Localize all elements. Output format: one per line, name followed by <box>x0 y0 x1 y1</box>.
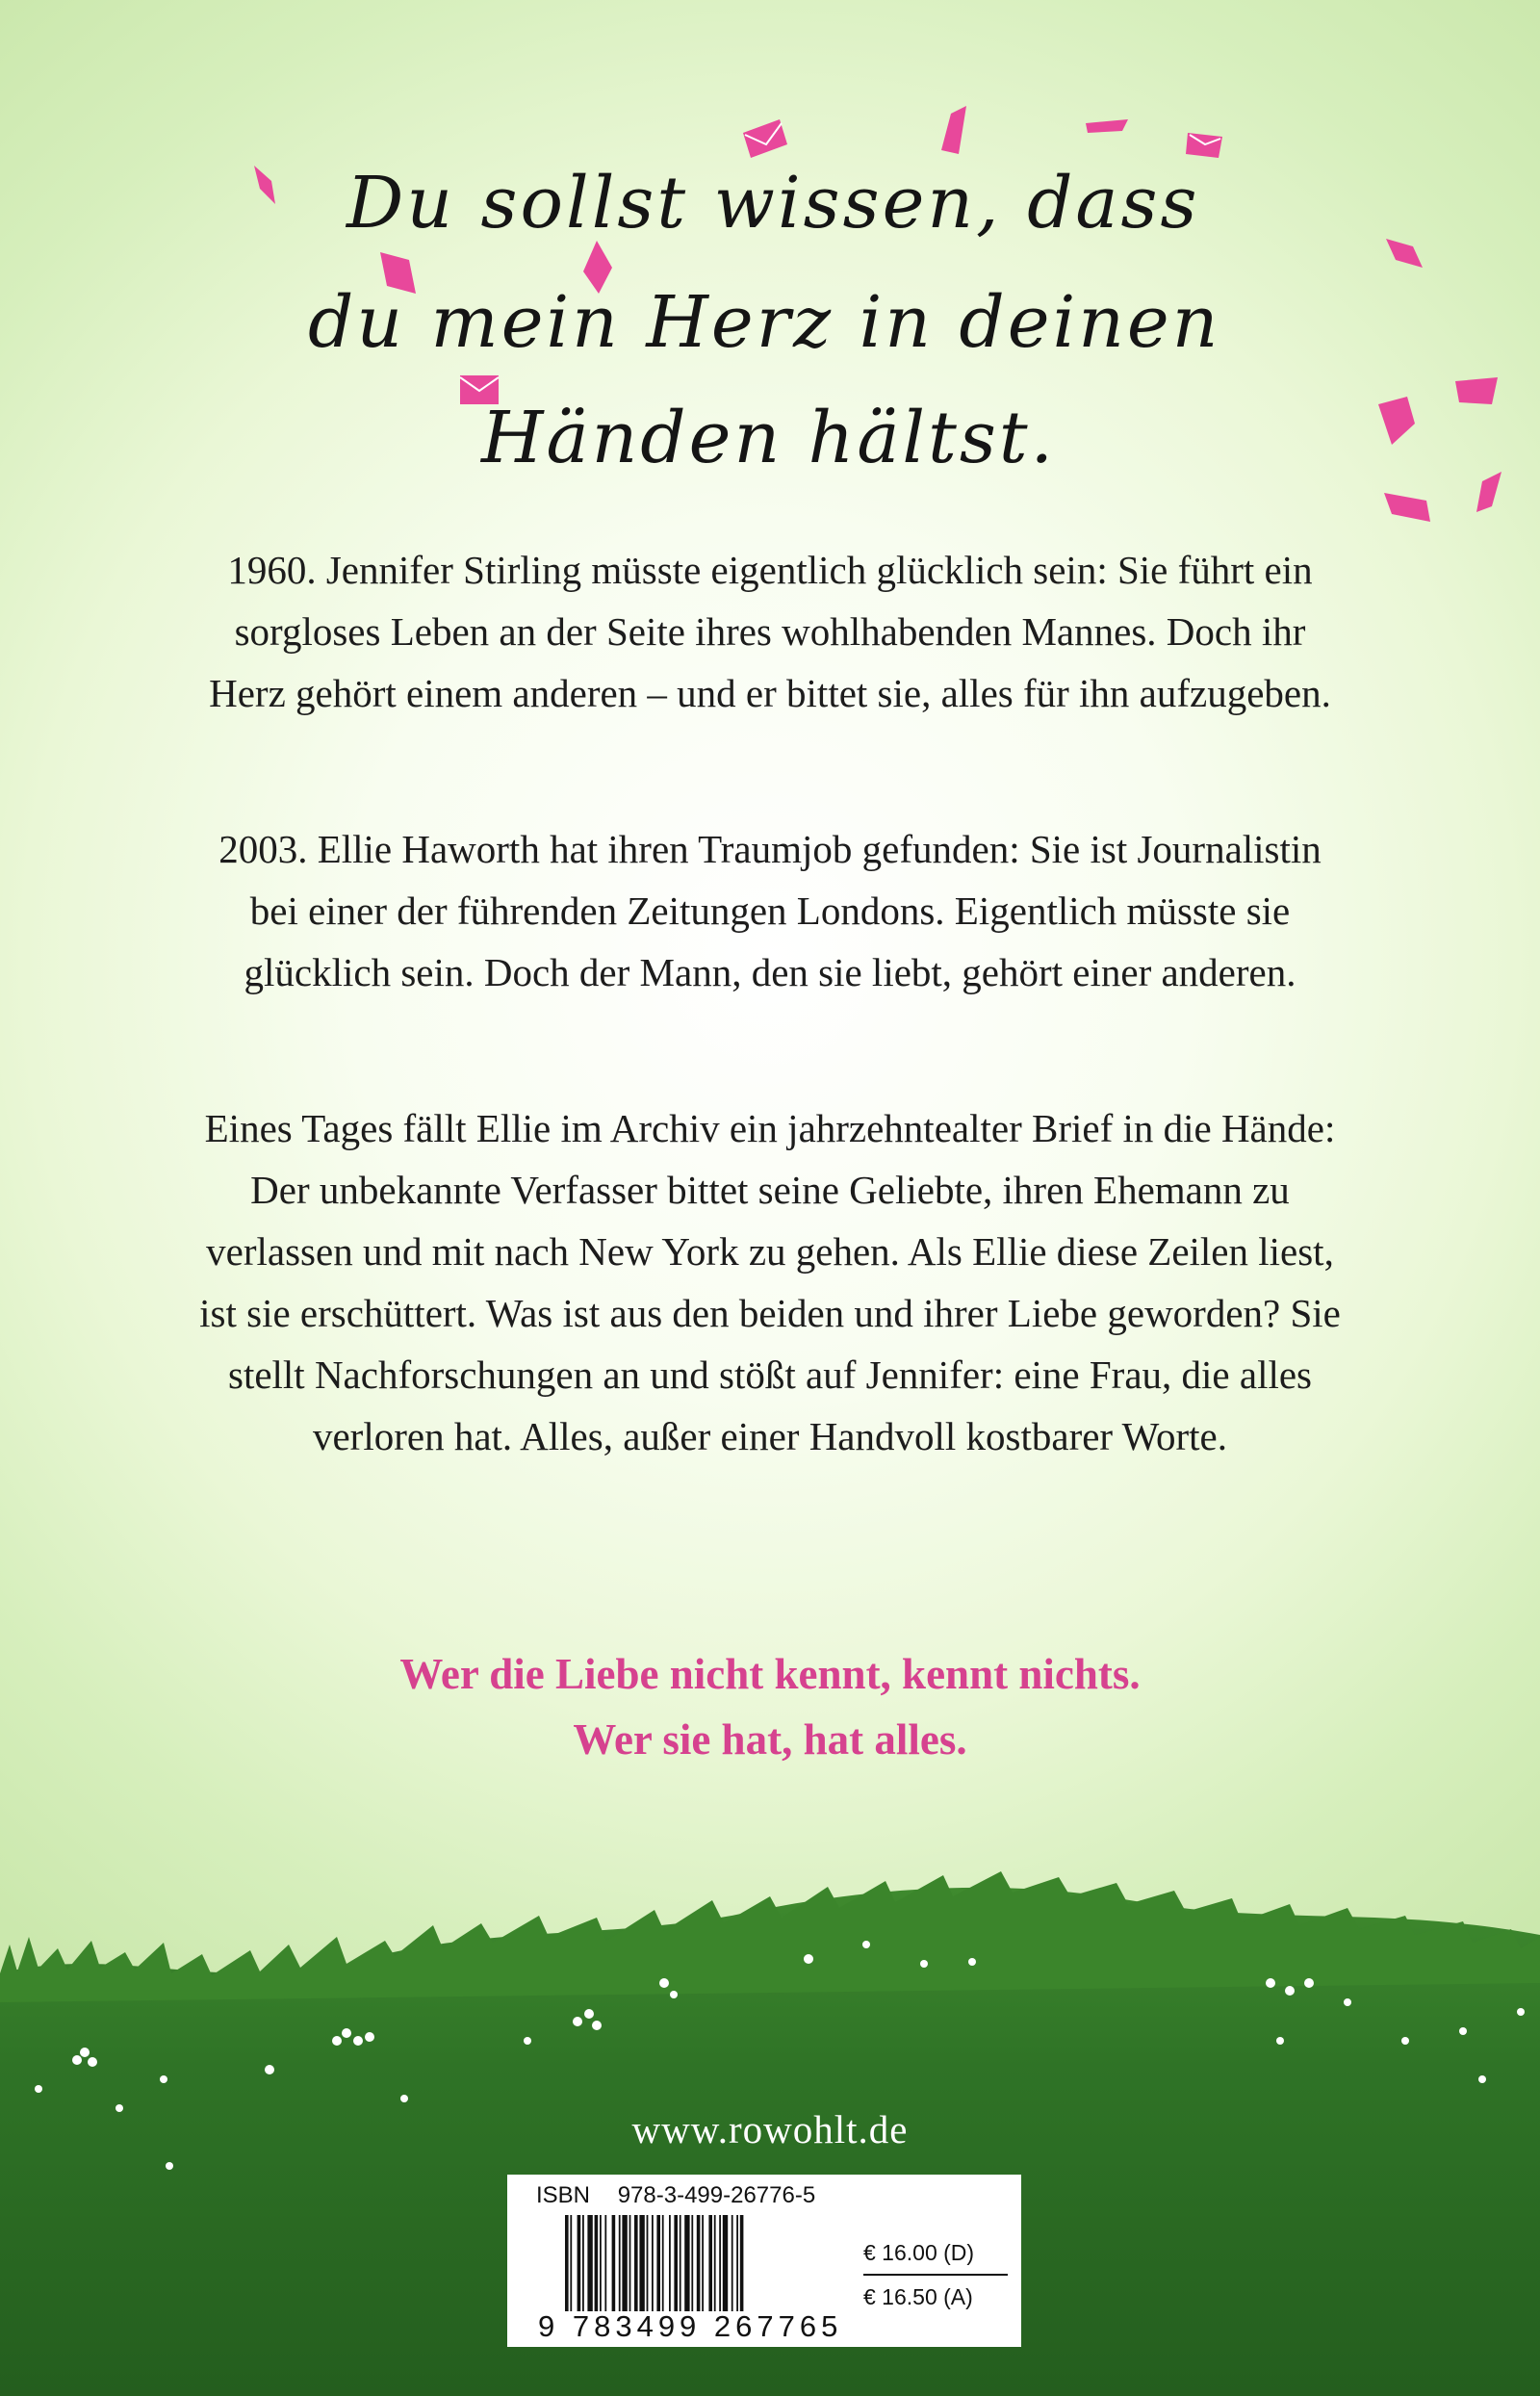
ean-barcode <box>565 2215 854 2311</box>
tagline-line: du mein Herz in deinen <box>308 281 1221 364</box>
barcode-bar <box>674 2215 678 2311</box>
barcode-bar <box>582 2215 584 2311</box>
blurb-paragraph: Eines Tages fällt Ellie im Archiv ein jahrzehntealter Brief in die Hände: Der unbekannte Verfasser bittet seine Geliebte, ihren Ehemann zu verlassen und mit nach New York zu gehen. Als Ellie diese Zeilen liest, ist sie erschüttert. Was ist aus den beiden und ihrer Liebe geworden? Sie stellt Nachforschungen an und stößt auf Jennifer: eine Frau, die alles verloren hat. Alles, außer einer Handvoll kostbarer Worte. <box>199 1106 1341 1458</box>
barcode-bar <box>708 2215 712 2311</box>
barcode-bar <box>612 2215 616 2311</box>
barcode-bar <box>604 2215 606 2311</box>
slogan-line: Wer die Liebe nicht kennt, kennt nichts. <box>399 1650 1141 1698</box>
barcode-digits: 9 783499 267765 <box>538 2309 843 2343</box>
petal-icon <box>1086 119 1128 133</box>
petal-icon <box>941 106 966 154</box>
barcode-bar <box>740 2215 744 2311</box>
barcode-bar <box>656 2215 660 2311</box>
blurb-paragraph: 2003. Ellie Haworth hat ihren Traumjob gefunden: Sie ist Journalistin bei einer der führenden Zeitungen Londons. Eigentlich müsste sie glücklich sein. Doch der Mann, den sie liebt, gehört einer anderen. <box>218 827 1322 994</box>
barcode-bar <box>565 2215 569 2311</box>
barcode-bar <box>619 2215 621 2311</box>
barcode-bar <box>570 2215 572 2311</box>
isbn-label: ISBN <box>536 2182 591 2208</box>
isbn-number: 978-3-499-26776-5 <box>617 2182 816 2208</box>
price-divider <box>863 2274 1008 2276</box>
barcode-bar <box>697 2215 701 2311</box>
price-austria: € 16.50 (A) <box>863 2284 973 2309</box>
barcode-bar <box>732 2215 733 2311</box>
barcode-bar <box>595 2215 599 2311</box>
barcode-bar <box>723 2215 728 2311</box>
barcode-bar <box>662 2215 664 2311</box>
barcode-bar <box>691 2215 693 2311</box>
barcode-bar <box>639 2215 644 2311</box>
slogan-line: Wer sie hat, hat alles. <box>573 1715 967 1764</box>
tagline-line: Du sollst wissen, dass <box>346 162 1200 245</box>
barcode-bar <box>587 2215 592 2311</box>
barcode-bar <box>600 2215 602 2311</box>
barcode-bar <box>669 2215 671 2311</box>
tagline-line: Händen hältst. <box>481 397 1057 479</box>
petal-icon <box>1384 493 1430 522</box>
barcode-bar <box>578 2215 581 2311</box>
barcode-bar <box>684 2215 689 2311</box>
barcode-bar <box>736 2215 738 2311</box>
barcode-bar <box>629 2215 631 2311</box>
barcode-bar <box>680 2215 681 2311</box>
barcode-bar <box>702 2215 704 2311</box>
barcode-bar <box>634 2215 638 2311</box>
petal-icon <box>254 166 275 204</box>
isbn-barcode-panel <box>507 2175 1021 2347</box>
price-germany: € 16.00 (D) <box>863 2240 975 2265</box>
barcode-bar <box>652 2215 654 2311</box>
barcode-bar <box>622 2215 627 2311</box>
barcode-bar <box>719 2215 721 2311</box>
blurb-paragraph: 1960. Jennifer Stirling müsste eigentlich glücklich sein: Sie führt ein sorgloses Leben an der Seite ihres wohlhabenden Mannes. Doch ihr Herz gehört einem anderen – und er bittet sie, alles für ihn aufzugeben. <box>209 548 1331 715</box>
barcode-bar <box>714 2215 716 2311</box>
isbn-label-row <box>536 2182 836 2209</box>
publisher-website-link[interactable]: www.rowohlt.de <box>631 2107 909 2151</box>
barcode-bar <box>647 2215 649 2311</box>
